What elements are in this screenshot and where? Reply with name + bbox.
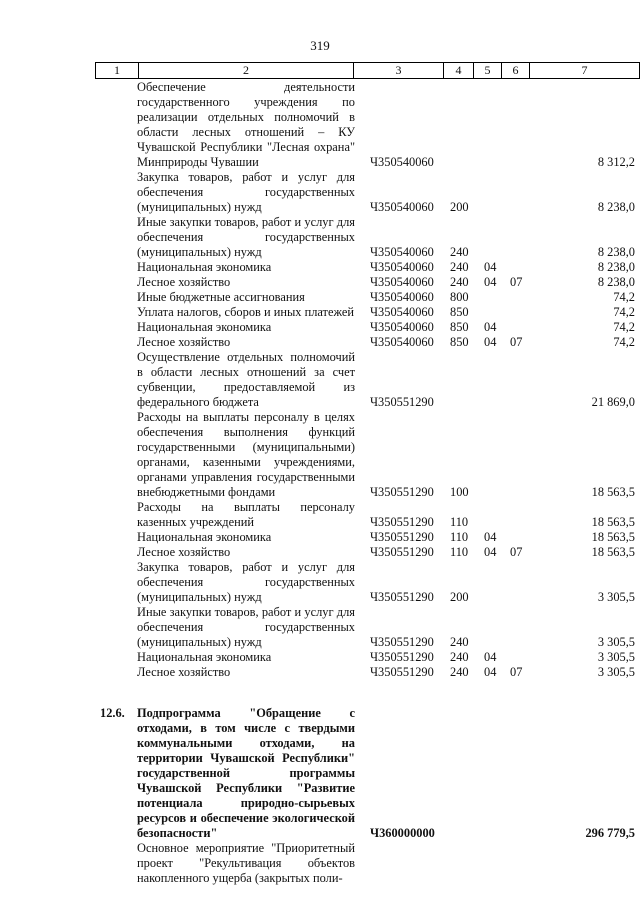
- table-row: [0, 560, 640, 605]
- row-rz: 04: [484, 320, 497, 334]
- row-code: Ч350540060: [370, 245, 434, 259]
- row-sum: 18 563,5: [591, 515, 635, 529]
- table-row: [0, 530, 640, 545]
- row-name: Национальная экономика: [137, 650, 272, 664]
- table-row: [0, 215, 640, 260]
- header-col-5: 5: [474, 63, 502, 78]
- row-sum: 8 238,0: [597, 275, 635, 289]
- row-name: Закупка товаров, работ и услуг для обеспечения государственных (муниципальных) нужд: [137, 170, 355, 214]
- row-pr: 07: [510, 665, 523, 679]
- row-name: Иные бюджетные ассигнования: [137, 290, 305, 304]
- table-row: [0, 170, 640, 215]
- table-row: [0, 545, 640, 560]
- row-sum: 3 305,5: [597, 665, 635, 679]
- row-name: Расходы на выплаты персоналу в целях обеспечения выполнения функций государственными (муниципальными) органами, казенными учреждениями, органами управления государственными внебюджетными фондами: [137, 410, 355, 499]
- row-name: Лесное хозяйство: [137, 545, 231, 559]
- subprogram-code: Ч360000000: [370, 826, 435, 840]
- row-code: Ч350551290: [370, 665, 434, 679]
- row-name: Основное мероприятие "Приоритетный проект "Рекультивация объектов накопленного ущерба (закрытых поли-: [137, 841, 355, 885]
- row-sum: 18 563,5: [591, 485, 635, 499]
- row-vr: 100: [450, 485, 469, 499]
- row-name: Обеспечение деятельности государственного учреждения по реализации отдельных полномочий в области лесных отношений – КУ Чувашской Республики "Лесная охрана" Минприроды Чувашии: [137, 80, 355, 169]
- table-header: [95, 62, 640, 79]
- row-rz: 04: [484, 260, 497, 274]
- row-rz: 04: [484, 275, 497, 289]
- row-code: Ч350551290: [370, 650, 434, 664]
- subprogram-number: 12.6.: [100, 706, 125, 720]
- row-code: Ч350540060: [370, 305, 434, 319]
- row-vr: 240: [450, 665, 469, 679]
- row-code: Ч350540060: [370, 260, 434, 274]
- table-row: [0, 275, 640, 290]
- row-code: Ч350551290: [370, 530, 434, 544]
- row-name: Национальная экономика: [137, 320, 272, 334]
- row-rz: 04: [484, 665, 497, 679]
- table-row: [0, 80, 640, 170]
- row-code: Ч350540060: [370, 275, 434, 289]
- row-sum: 74,2: [613, 290, 635, 304]
- row-sum: 3 305,5: [597, 650, 635, 664]
- row-name: Иные закупки товаров, работ и услуг для обеспечения государственных (муниципальных) нужд: [137, 605, 355, 649]
- row-sum: 8 238,0: [597, 260, 635, 274]
- row-vr: 850: [450, 305, 469, 319]
- table-row: [0, 650, 640, 665]
- row-code: Ч350551290: [370, 545, 434, 559]
- spacer: [0, 680, 640, 706]
- row-vr: 240: [450, 275, 469, 289]
- row-name: Иные закупки товаров, работ и услуг для обеспечения государственных (муниципальных) нужд: [137, 215, 355, 259]
- table-row: [0, 335, 640, 350]
- header-col-3: 3: [354, 63, 444, 78]
- row-vr: 200: [450, 590, 469, 604]
- row-rz: 04: [484, 335, 497, 349]
- table-row: [0, 260, 640, 275]
- row-sum: 21 869,0: [591, 395, 635, 409]
- table-row: [0, 605, 640, 650]
- row-rz: 04: [484, 545, 497, 559]
- table-row: [0, 410, 640, 500]
- row-vr: 800: [450, 290, 469, 304]
- row-pr: 07: [510, 545, 523, 559]
- row-vr: 110: [450, 515, 469, 529]
- page-number: 319: [310, 38, 330, 53]
- row-code: Ч350551290: [370, 485, 434, 499]
- subprogram-name: Подпрограмма "Обращение с отходами, в том числе с твердыми коммунальными отходами, на территории Чувашской Республики" государственной программы Чувашской Республики "Развитие потенциала природно-сырьевых ресурсов и обеспечение экологической безопасности": [137, 706, 355, 840]
- header-col-7: 7: [530, 63, 640, 78]
- row-pr: 07: [510, 335, 523, 349]
- table-row: [0, 305, 640, 320]
- row-sum: 8 312,2: [597, 155, 635, 169]
- header-col-2: 2: [139, 63, 354, 78]
- row-pr: 07: [510, 275, 523, 289]
- row-name: Закупка товаров, работ и услуг для обеспечения государственных (муниципальных) нужд: [137, 560, 355, 604]
- row-sum: 74,2: [613, 335, 635, 349]
- header-col-6: 6: [502, 63, 530, 78]
- row-name: Расходы на выплаты персоналу казенных учреждений: [137, 500, 355, 529]
- row-vr: 240: [450, 245, 469, 259]
- row-name: Национальная экономика: [137, 260, 272, 274]
- row-vr: 110: [450, 545, 469, 559]
- row-vr: 850: [450, 320, 469, 334]
- row-name: Лесное хозяйство: [137, 665, 231, 679]
- row-code: Ч350540060: [370, 320, 434, 334]
- row-name: Уплата налогов, сборов и иных платежей: [137, 305, 355, 319]
- row-code: Ч350551290: [370, 515, 434, 529]
- table-row: [0, 350, 640, 410]
- row-vr: 240: [450, 260, 469, 274]
- table-row: [0, 290, 640, 305]
- subprogram-row: [0, 706, 640, 841]
- row-code: Ч350551290: [370, 395, 434, 409]
- row-sum: 3 305,5: [597, 635, 635, 649]
- table-row: [0, 500, 640, 530]
- row-code: Ч350551290: [370, 590, 434, 604]
- row-sum: 8 238,0: [597, 200, 635, 214]
- row-vr: 850: [450, 335, 469, 349]
- row-sum: 18 563,5: [591, 545, 635, 559]
- row-code: Ч350540060: [370, 200, 434, 214]
- header-col-1: 1: [96, 63, 139, 78]
- table-body: [0, 80, 640, 886]
- table-row: [0, 841, 640, 886]
- table-row: [0, 665, 640, 680]
- row-rz: 04: [484, 530, 497, 544]
- row-name: Лесное хозяйство: [137, 335, 231, 349]
- row-rz: 04: [484, 650, 497, 664]
- row-sum: 74,2: [613, 305, 635, 319]
- row-name: Осуществление отдельных полномочий в области лесных отношений за счет субвенции, предоставляемой из федерального бюджета: [137, 350, 355, 409]
- row-vr: 200: [450, 200, 469, 214]
- row-name: Национальная экономика: [137, 530, 272, 544]
- row-code: Ч350540060: [370, 290, 434, 304]
- row-vr: 240: [450, 650, 469, 664]
- header-col-4: 4: [444, 63, 474, 78]
- row-vr: 240: [450, 635, 469, 649]
- row-code: Ч350551290: [370, 635, 434, 649]
- row-sum: 3 305,5: [597, 590, 635, 604]
- subprogram-sum: 296 779,5: [585, 826, 635, 840]
- row-sum: 74,2: [613, 320, 635, 334]
- row-code: Ч350540060: [370, 155, 434, 169]
- row-sum: 18 563,5: [591, 530, 635, 544]
- table-row: [0, 320, 640, 335]
- row-name: Лесное хозяйство: [137, 275, 231, 289]
- row-code: Ч350540060: [370, 335, 434, 349]
- row-vr: 110: [450, 530, 469, 544]
- row-sum: 8 238,0: [597, 245, 635, 259]
